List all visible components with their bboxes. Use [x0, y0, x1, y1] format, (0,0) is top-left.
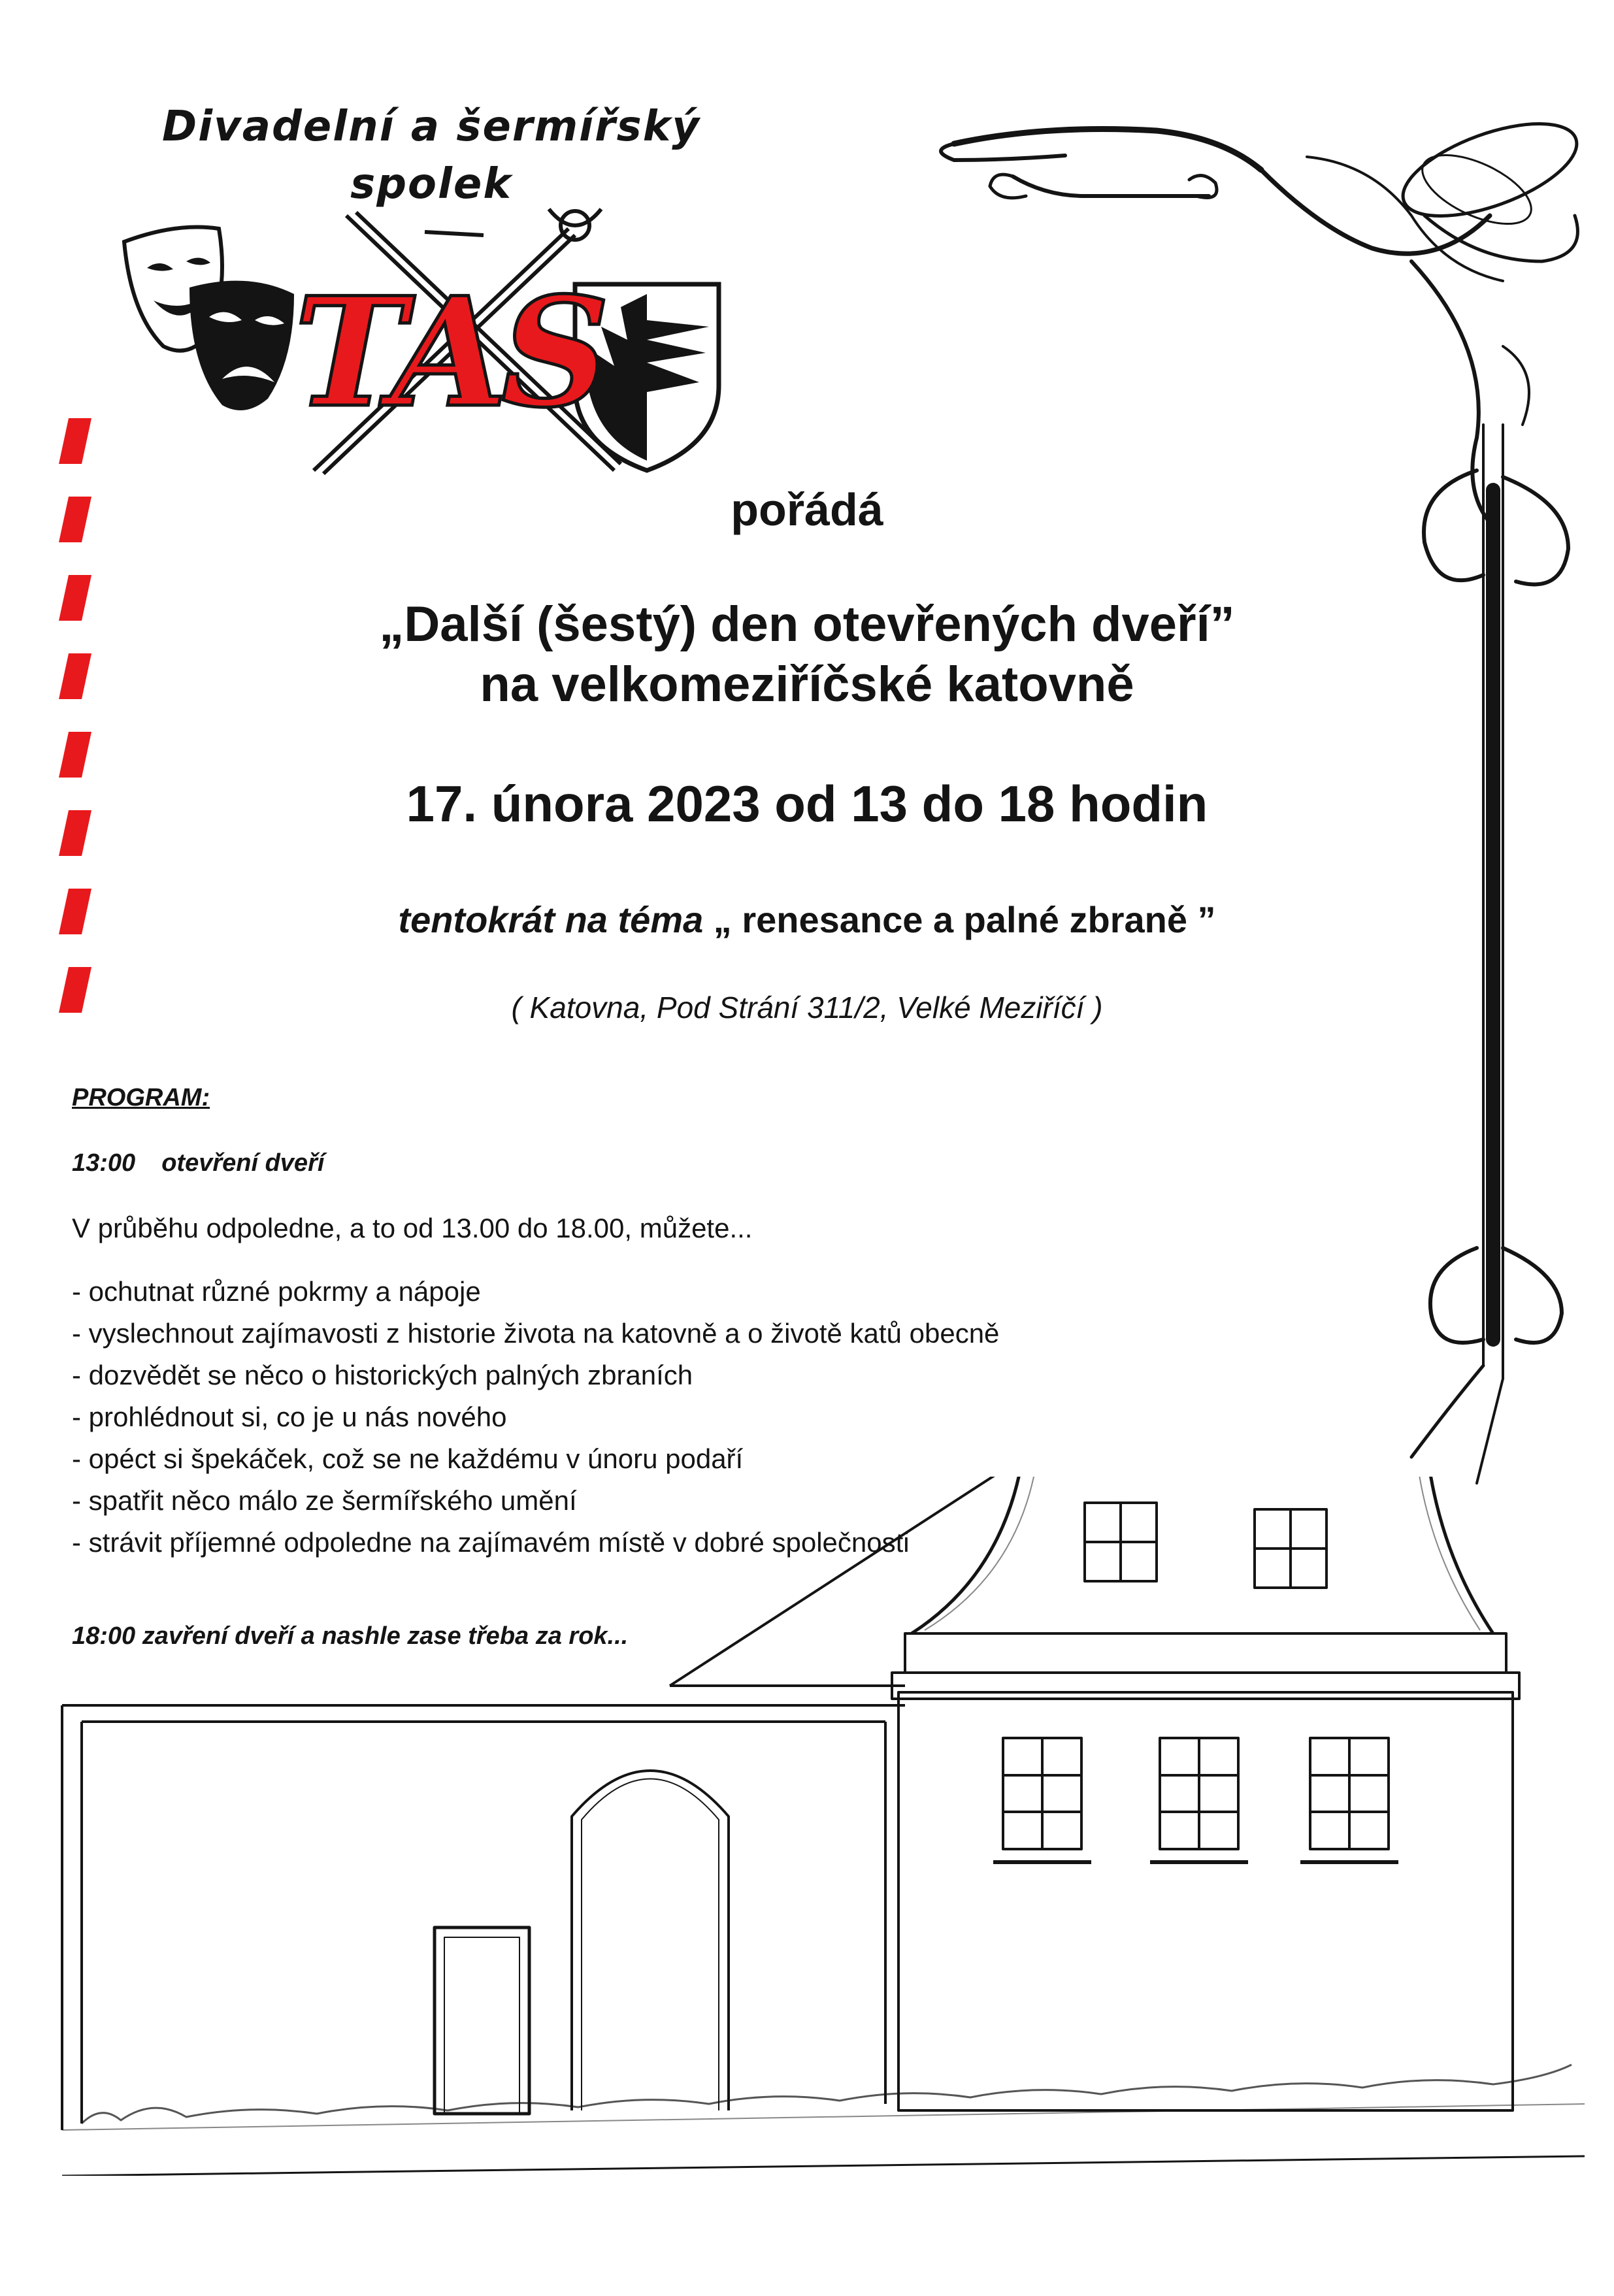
- event-title-line2: na velkomeziříčské katovně: [480, 657, 1134, 712]
- list-item: - prohlédnout si, co je u nás nového: [72, 1402, 507, 1432]
- event-title-line1: „Další (šestý) den otevřených dveří”: [379, 597, 1235, 652]
- organization-name-line1: Divadelní a šermířský: [162, 103, 700, 151]
- list-item: - vyslechnout zajímavosti z historie života na katovně a o životě katů obecně: [72, 1318, 1000, 1349]
- program-heading: PROGRAM:: [72, 1084, 210, 1111]
- event-title: [0, 595, 1614, 715]
- closing-entry: 18:00 zavření dveří a nashle zase třeba za rok...: [72, 1622, 629, 1650]
- theme-name: „ renesance a palné zbraně ”: [713, 899, 1216, 940]
- event-date: 17. února 2023 od 13 do 18 hodin: [406, 775, 1208, 832]
- katovna-building-illustration: [56, 1477, 1585, 2176]
- list-item: - ochutnat různé pokrmy a nápoje: [72, 1276, 481, 1307]
- event-theme: [0, 898, 1614, 941]
- tragedy-mask-icon: [189, 281, 294, 410]
- theme-prefix: tentokrát na téma: [398, 899, 704, 940]
- tas-logo: [98, 196, 751, 484]
- tas-logo-text: TAS: [294, 265, 604, 441]
- list-item: - spatřit něco málo ze šermířského umění: [72, 1485, 577, 1516]
- organization-name-line2: spolek: [350, 160, 512, 208]
- list-item: - opéct si špekáček, což se ne každému v únoru podaří: [72, 1443, 744, 1474]
- opening-time: 13:00: [72, 1149, 136, 1177]
- opening-entry: [72, 1147, 999, 1179]
- opening-label: otevření dveří: [161, 1149, 325, 1177]
- list-item: - dozvědět se něco o historických palných zbraních: [72, 1360, 693, 1390]
- event-address: ( Katovna, Pod Strání 311/2, Velké Meziříčí ): [511, 991, 1103, 1025]
- list-item: - strávit příjemné odpoledne na zajímavém místě v dobré společnosti: [72, 1527, 910, 1558]
- program-intro: V průběhu odpoledne, a to od 13.00 do 18.00, můžete...: [72, 1213, 753, 1243]
- organizes-heading: pořádá: [731, 484, 883, 535]
